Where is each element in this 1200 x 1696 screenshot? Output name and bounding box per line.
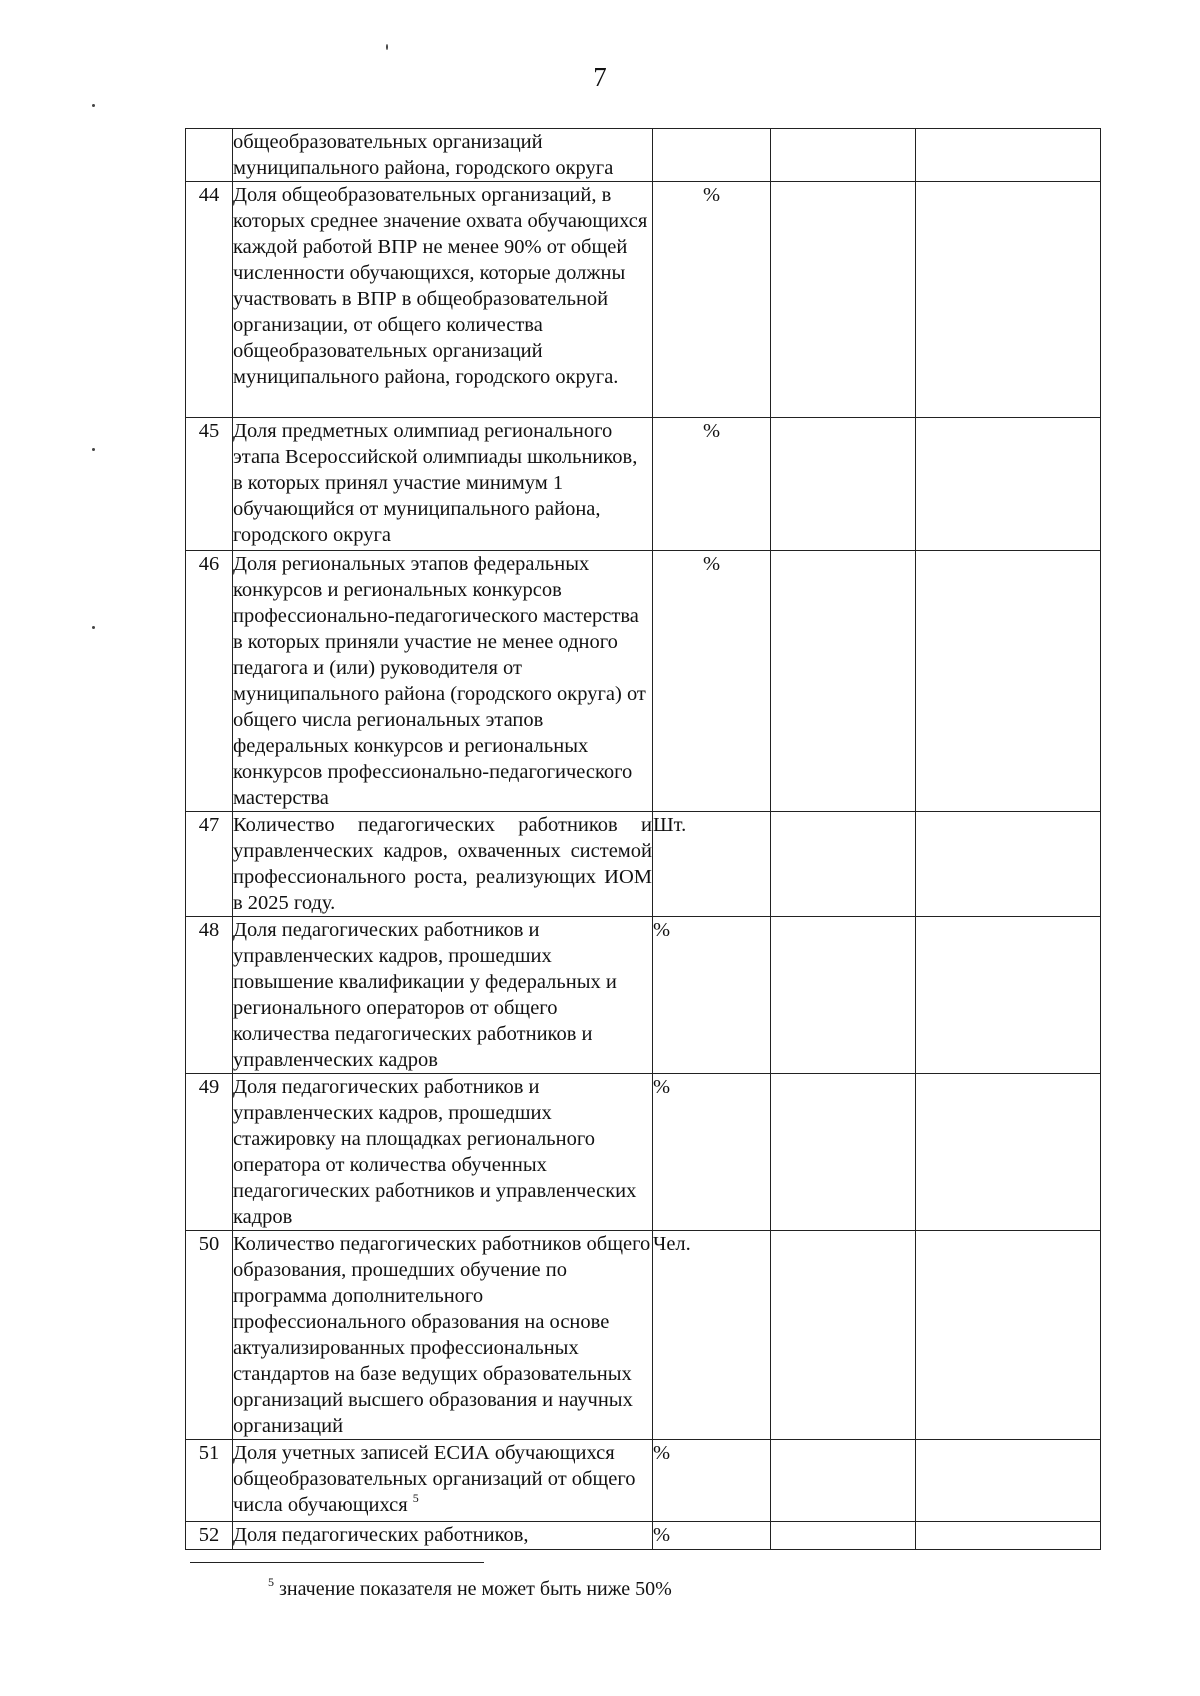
indicator-text: Доля педагогических работников, (233, 1522, 653, 1550)
row-number: 45 (186, 418, 233, 551)
footnote-ref: 5 (412, 1491, 419, 1505)
table-row (186, 917, 1101, 1074)
scan-speck (386, 44, 388, 50)
indicator-text: Доля педагогических работников и управленческих кадров, прошедших стажировку на площадках регионального оператора от количества обученных педагогических работников и управленческих кадров (233, 1074, 653, 1231)
table-row (186, 418, 1101, 551)
unit-cell: % (653, 182, 771, 418)
row-number: 52 (186, 1522, 233, 1550)
value-cell (916, 1074, 1101, 1231)
row-number: 46 (186, 551, 233, 812)
value-cell (916, 917, 1101, 1074)
footnote-mark: 5 (268, 1575, 274, 1589)
value-cell (771, 1522, 916, 1550)
scan-speck (92, 104, 95, 107)
scan-speck (92, 448, 95, 451)
table-row (186, 129, 1101, 182)
value-cell (916, 1440, 1101, 1522)
footnote (268, 1576, 672, 1602)
table-row (186, 1074, 1101, 1231)
page-number: 7 (593, 62, 607, 92)
value-cell (916, 418, 1101, 551)
unit-cell: Шт. (653, 812, 771, 917)
value-cell (771, 917, 916, 1074)
value-cell (771, 812, 916, 917)
indicator-text: Доля региональных этапов федеральных конкурсов и региональных конкурсов профессионально-педагогического мастерства в которых приняли участие не менее одного педагога и (или) руководителя от муниципального района (городского округа) от общего числа региональных этапов федеральных конкурсов и региональных конкурсов профессионально-педагогического мастерства (233, 551, 653, 812)
indicator-text: Доля педагогических работников и управленческих кадров, прошедших повышение квалификации у федеральных и регионального операторов от общего количества педагогических работников и управленческих кадров (233, 917, 653, 1074)
value-cell (916, 182, 1101, 418)
row-number (186, 129, 233, 182)
indicator-text (233, 1440, 653, 1522)
indicator-text: общеобразовательных организаций муниципального района, городского округа (233, 129, 653, 182)
table-row (186, 812, 1101, 917)
indicator-text: Доля общеобразовательных организаций, в которых среднее значение охвата обучающихся каждой работой ВПР не менее 90% от общей численности обучающихся, которые должны участвовать в ВПР в общеобразовательной организации, от общего количества общеобразовательных организаций муниципального района, городского округа. (233, 182, 653, 418)
value-cell (916, 551, 1101, 812)
indicator-text: Доля предметных олимпиад регионального этапа Всероссийской олимпиады школьников, в которых принял участие минимум 1 обучающийся от муниципального района, городского округа (233, 418, 653, 551)
table-row (186, 1231, 1101, 1440)
value-cell (916, 129, 1101, 182)
table-row (186, 182, 1101, 418)
table-row (186, 551, 1101, 812)
value-cell (771, 1440, 916, 1522)
row-number: 47 (186, 812, 233, 917)
value-cell (771, 129, 916, 182)
value-cell (771, 1231, 916, 1440)
unit-cell: % (653, 917, 771, 1074)
unit-cell: Чел. (653, 1231, 771, 1440)
row-number: 51 (186, 1440, 233, 1522)
value-cell (916, 812, 1101, 917)
unit-cell: % (653, 1522, 771, 1550)
value-cell (916, 1231, 1101, 1440)
scan-speck (92, 626, 95, 629)
indicator-text: Количество педагогических работников и управленческих кадров, охваченных системой профессионального роста, реализующих ИОМ в 2025 году. (233, 812, 653, 917)
unit-cell: % (653, 1074, 771, 1231)
unit-cell: % (653, 418, 771, 551)
indicator-text: Количество педагогических работников общего образования, прошедших обучение по программа дополнительного профессионального образования на основе актуализированных профессиональных стандартов на базе ведущих образовательных организаций высшего образования и научных организаций (233, 1231, 653, 1440)
unit-cell (653, 129, 771, 182)
indicator-text-body: Доля учетных записей ЕСИА обучающихся общеобразовательных организаций от общего числа обучающихся (233, 1442, 636, 1516)
unit-cell: % (653, 551, 771, 812)
footnote-divider (190, 1562, 484, 1563)
row-number: 48 (186, 917, 233, 1074)
row-number: 49 (186, 1074, 233, 1231)
value-cell (771, 418, 916, 551)
indicators-table (185, 128, 1101, 1550)
row-number: 50 (186, 1231, 233, 1440)
value-cell (916, 1522, 1101, 1550)
value-cell (771, 551, 916, 812)
row-number: 44 (186, 182, 233, 418)
table-row (186, 1440, 1101, 1522)
value-cell (771, 182, 916, 418)
value-cell (771, 1074, 916, 1231)
footnote-text: значение показателя не может быть ниже 50% (279, 1578, 672, 1600)
unit-cell: % (653, 1440, 771, 1522)
table-row (186, 1522, 1101, 1550)
